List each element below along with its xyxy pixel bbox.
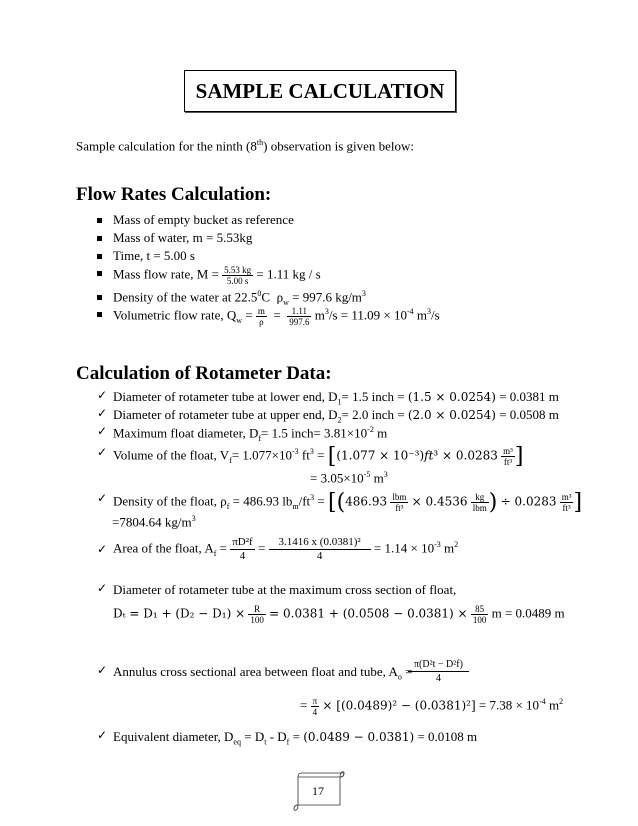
square-bullet-icon bbox=[97, 271, 102, 276]
fraction: $\frac{\text{3.1416 x (0.0381)²}}{4}$ bbox=[269, 536, 371, 563]
page-number: 17 bbox=[312, 784, 324, 798]
title-box bbox=[184, 70, 456, 112]
fraction: $\frac{85}{100}$ bbox=[472, 604, 487, 625]
volume-result: = $3.05\times 10^{-5}$ $m^3$ bbox=[310, 470, 388, 486]
fraction: $\frac{R}{100}$ bbox=[250, 604, 264, 625]
check-icon: ✓ bbox=[97, 728, 108, 742]
square-bullet-icon bbox=[97, 218, 102, 223]
annulus-fraction bbox=[408, 658, 469, 685]
fraction: $\frac{\text{lbm}}{\text{ft³}}$ bbox=[392, 492, 407, 513]
check-icon: ✓ bbox=[97, 406, 108, 420]
fraction: $\frac{m}{\rho}$ bbox=[257, 306, 265, 327]
square-bullet-icon bbox=[97, 236, 102, 241]
check-icon: ✓ bbox=[97, 424, 108, 438]
page-number-scroll bbox=[292, 771, 346, 811]
square-bullet-icon bbox=[97, 312, 102, 317]
square-bullet-icon bbox=[97, 295, 102, 300]
fraction: $\frac{\pi}{4}$ bbox=[312, 696, 318, 717]
fraction: $\frac{\text{π(D²t − D²f)}}{4}$ bbox=[408, 658, 469, 685]
page-title: SAMPLE CALCULATION bbox=[195, 78, 445, 103]
fraction: $\frac{5.53 kg}{5.00 s}$ bbox=[224, 265, 252, 286]
check-icon: ✓ bbox=[97, 445, 108, 459]
check-icon: ✓ bbox=[97, 491, 108, 505]
fraction: $\frac{\text{m³}}{\text{ft³}}$ bbox=[503, 446, 513, 467]
check-icon: ✓ bbox=[97, 542, 108, 556]
fraction: $\frac{kg}{\text{lbm}}$ bbox=[472, 492, 487, 513]
fraction: $\frac{1.11}{997.6}$ bbox=[289, 306, 310, 327]
check-icon: ✓ bbox=[97, 388, 108, 402]
dt-equation: Dₜ = D₁ + (D₂ − D₁) × $\frac{R}{100}$ = 0.0381 + (0.0508 − 0.0381) × $\frac{85}{100}$ m = 0.0489 m bbox=[113, 604, 565, 625]
flow-heading: Flow Rates Calculation: bbox=[76, 184, 272, 205]
annulus-result: = $\frac{\pi}{4}$ × $[(0.0489)^2 - (0.0381)^2] = 7.38 \times 10^{-4}$ $m^2$ bbox=[300, 696, 564, 717]
square-bullet-icon bbox=[97, 254, 102, 259]
density-result: =7804.64 $kg/m^3$ bbox=[112, 514, 196, 530]
rotameter-heading: Calculation of Rotameter Data: bbox=[76, 363, 332, 384]
fraction: $\frac{\text{πD²f}}{4}$ bbox=[232, 536, 253, 562]
check-icon: ✓ bbox=[97, 663, 108, 677]
check-icon: ✓ bbox=[97, 581, 108, 595]
fraction: $\frac{\text{m³}}{\text{ft³}}$ bbox=[561, 492, 572, 513]
intro-text: Sample calculation for the ninth (8th) observation is given below: bbox=[76, 138, 415, 154]
